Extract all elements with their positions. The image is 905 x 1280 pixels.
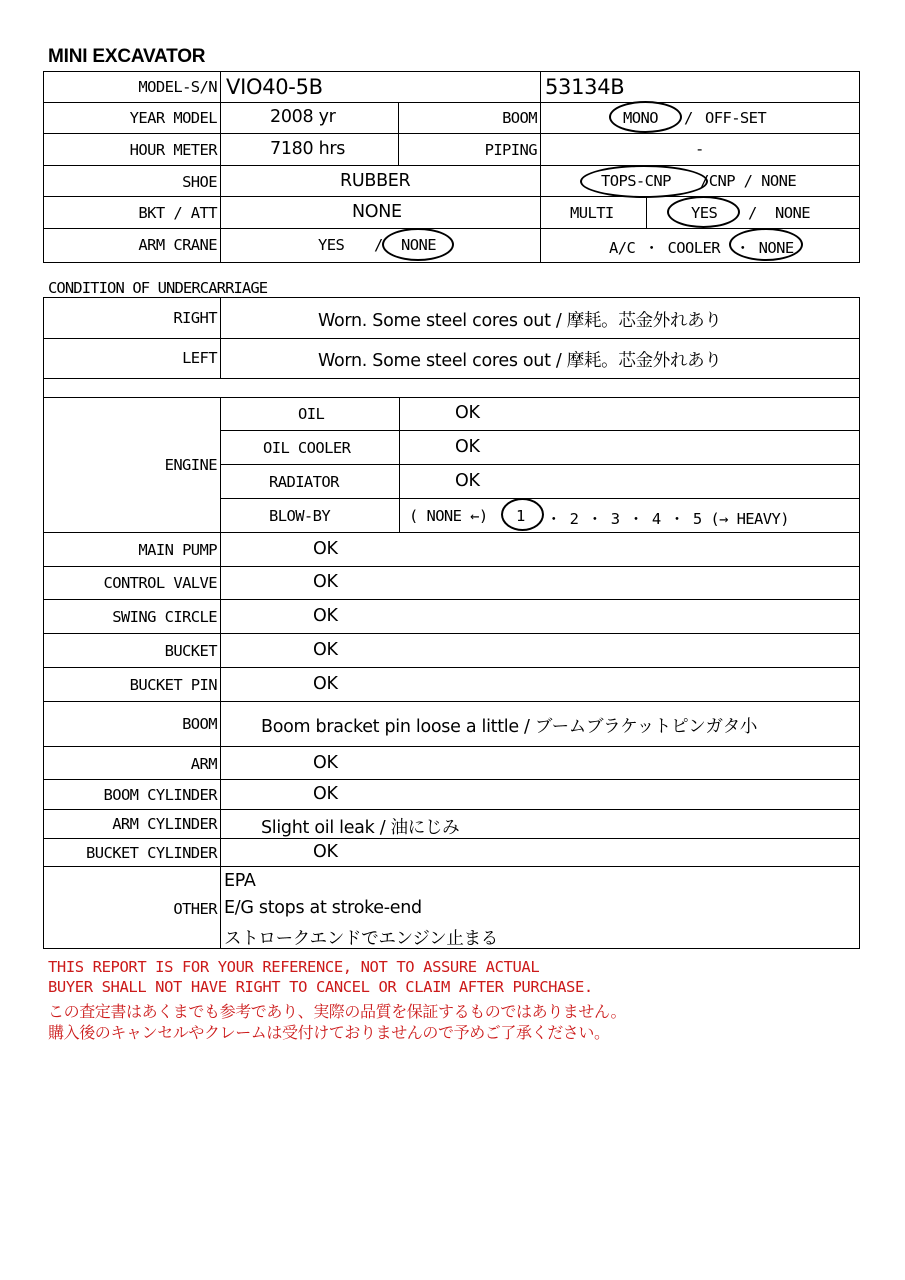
piping-label: PIPING xyxy=(484,141,537,159)
year-model-label: YEAR MODEL xyxy=(129,109,217,127)
cab-option-tops-cnp: TOPS-CNP xyxy=(601,172,671,190)
selected-circle xyxy=(501,498,544,531)
cab-other-options: /CNP / NONE xyxy=(700,172,797,190)
selected-circle xyxy=(382,228,454,261)
disclaimer-line-2: BUYER SHALL NOT HAVE RIGHT TO CANCEL OR CLAIM AFTER PURCHASE. xyxy=(48,978,593,996)
engine-label: ENGINE xyxy=(164,456,217,474)
multi-separator: / xyxy=(748,204,757,222)
swing-circle-label: SWING CIRCLE xyxy=(112,608,217,626)
engine-oil-value: OK xyxy=(455,403,480,423)
control-valve-value: OK xyxy=(313,572,338,592)
arm-label: ARM xyxy=(190,755,217,773)
other-line-2: E/G stops at stroke-end xyxy=(224,898,422,918)
bkt-att-label: BKT / ATT xyxy=(138,204,217,222)
ac-none: ・ NONE xyxy=(735,239,794,257)
undercarriage-left-value: Worn. Some steel cores out / 摩耗。芯金外れあり xyxy=(318,351,722,371)
boom-value: Boom bracket pin loose a little / ブームブラケットピンガタ小 xyxy=(261,717,758,737)
year-value: 2008 yr xyxy=(270,107,336,127)
boom-type-label: BOOM xyxy=(502,109,537,127)
blow-by-none: ( NONE ←) xyxy=(409,507,488,525)
boom-option-offset: OFF-SET xyxy=(705,109,767,127)
disclaimer-line-4: 購入後のキャンセルやクレームは受付けておりませんので予めご了承ください。 xyxy=(48,1023,610,1042)
arm-crane-label: ARM CRANE xyxy=(138,236,217,254)
multi-yes: YES xyxy=(691,204,718,222)
oil-cooler-value: OK xyxy=(455,437,480,457)
boom-label: BOOM xyxy=(182,715,217,733)
bucket-cylinder-value: OK xyxy=(313,842,338,862)
undercarriage-right-label: RIGHT xyxy=(173,309,217,327)
undercarriage-left-label: LEFT xyxy=(182,349,217,367)
arm-crane-separator: / xyxy=(374,236,383,254)
ac-cooler-label: A/C ・ COOLER xyxy=(609,239,720,257)
other-line-3: ストロークエンドでエンジン止まる xyxy=(224,929,498,949)
multi-label: MULTI xyxy=(570,204,614,222)
arm-cylinder-label: ARM CYLINDER xyxy=(112,815,217,833)
radiator-value: OK xyxy=(455,471,480,491)
arm-cylinder-value: Slight oil leak / 油にじみ xyxy=(261,818,460,838)
arm-value: OK xyxy=(313,753,338,773)
disclaimer-line-1: THIS REPORT IS FOR YOUR REFERENCE, NOT TO ASSURE ACTUAL xyxy=(48,958,540,976)
selected-circle xyxy=(609,101,682,133)
blow-by-level-1: 1 xyxy=(516,507,525,525)
report-title: MINI EXCAVATOR xyxy=(48,46,206,67)
hour-meter-label: HOUR METER xyxy=(129,141,217,159)
other-line-1: EPA xyxy=(224,871,256,891)
piping-value: - xyxy=(695,140,704,158)
boom-option-mono: MONO xyxy=(623,109,658,127)
other-label: OTHER xyxy=(173,900,217,918)
serial-value: 53134B xyxy=(545,75,625,99)
bkt-value: NONE xyxy=(352,202,402,222)
selected-circle xyxy=(729,228,803,261)
engine-oil-label: OIL xyxy=(298,405,325,423)
main-pump-value: OK xyxy=(313,539,338,559)
selected-circle xyxy=(580,165,708,198)
radiator-label: RADIATOR xyxy=(269,473,339,491)
selected-circle xyxy=(667,196,740,228)
arm-crane-none: NONE xyxy=(401,236,436,254)
model-value: VIO40-5B xyxy=(226,75,323,99)
shoe-value: RUBBER xyxy=(340,171,411,191)
main-pump-label: MAIN PUMP xyxy=(138,541,217,559)
hours-value: 7180 hrs xyxy=(270,139,346,159)
oil-cooler-label: OIL COOLER xyxy=(263,439,351,457)
boom-cylinder-label: BOOM CYLINDER xyxy=(103,786,217,804)
model-sn-label: MODEL-S/N xyxy=(138,78,217,96)
bucket-pin-value: OK xyxy=(313,674,338,694)
multi-none: NONE xyxy=(775,204,810,222)
shoe-label: SHOE xyxy=(182,173,217,191)
bucket-cylinder-label: BUCKET CYLINDER xyxy=(86,844,217,862)
boom-cylinder-value: OK xyxy=(313,784,338,804)
arm-crane-yes: YES xyxy=(318,236,345,254)
disclaimer-line-3: この査定書はあくまでも参考であり、実際の品質を保証するものではありません。 xyxy=(48,1002,627,1021)
blow-by-scale: ・ 2 ・ 3 ・ 4 ・ 5 (→ HEAVY) xyxy=(546,510,789,528)
blow-by-label: BLOW-BY xyxy=(269,507,331,525)
bucket-pin-label: BUCKET PIN xyxy=(129,676,217,694)
control-valve-label: CONTROL VALVE xyxy=(103,574,217,592)
bucket-value: OK xyxy=(313,640,338,660)
undercarriage-heading: CONDITION OF UNDERCARRIAGE xyxy=(48,279,268,297)
undercarriage-right-value: Worn. Some steel cores out / 摩耗。芯金外れあり xyxy=(318,311,722,331)
boom-separator: / xyxy=(684,109,693,127)
bucket-label: BUCKET xyxy=(164,642,217,660)
swing-circle-value: OK xyxy=(313,606,338,626)
